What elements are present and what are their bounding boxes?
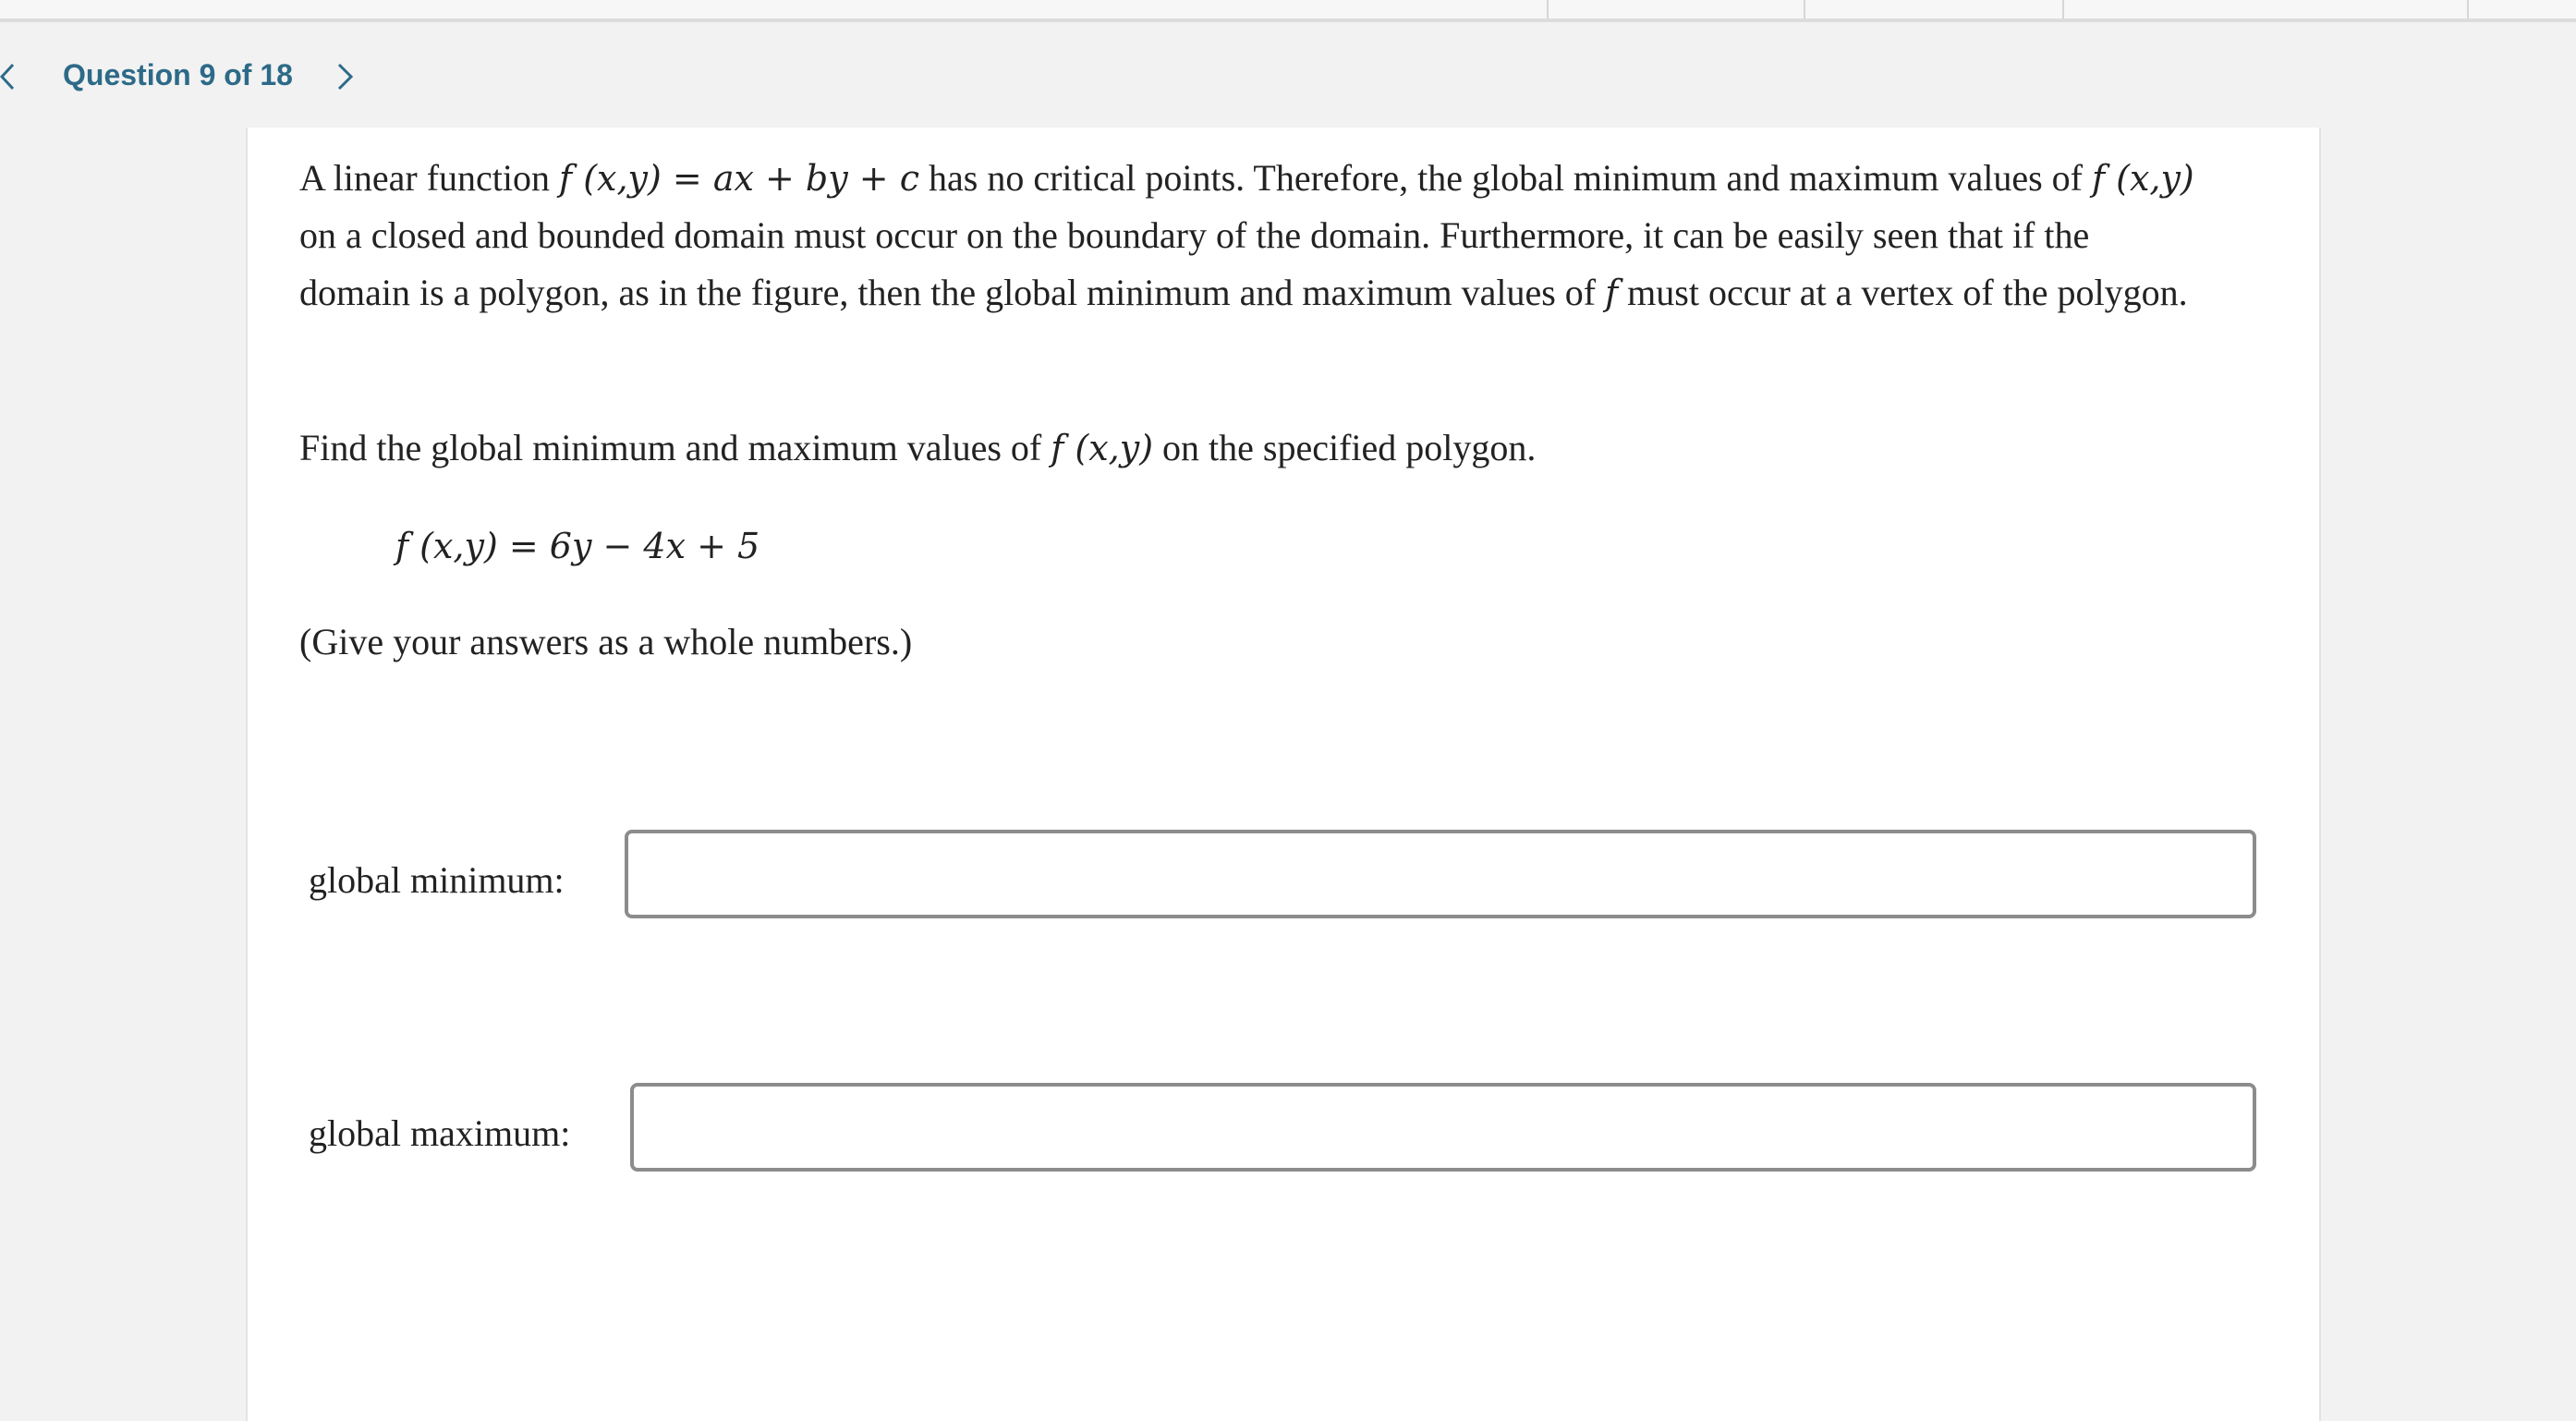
math-args: (x,y) bbox=[2105, 158, 2194, 199]
global-minimum-input[interactable] bbox=[625, 830, 2256, 918]
intro-text: must occur at a vertex of the polygon. bbox=[1618, 272, 2188, 313]
tab-divider bbox=[2062, 0, 2064, 18]
global-maximum-label: global maximum: bbox=[309, 1112, 571, 1154]
global-maximum-input[interactable] bbox=[630, 1083, 2256, 1172]
task-text: Find the global minimum and maximum values of bbox=[299, 427, 1051, 468]
function-definition bbox=[395, 517, 759, 575]
math-f: f bbox=[2091, 158, 2106, 199]
intro-text: A linear function bbox=[299, 157, 560, 199]
intro-text: has no critical points. Therefore, the global minimum and maximum values of bbox=[919, 157, 2092, 199]
question-intro bbox=[299, 150, 2332, 322]
answer-instruction: (Give your answers as a whole numbers.) bbox=[299, 621, 913, 662]
chevron-right-icon bbox=[329, 55, 362, 98]
tab-divider bbox=[1804, 0, 1805, 18]
math-f: f bbox=[1605, 273, 1619, 313]
question-task bbox=[299, 419, 1536, 477]
math-f: f bbox=[1051, 428, 1064, 468]
tab-divider bbox=[1547, 0, 1549, 18]
previous-question-button[interactable] bbox=[0, 55, 24, 98]
global-minimum-label: global minimum: bbox=[309, 859, 565, 901]
intro-line-1 bbox=[299, 150, 2332, 207]
intro-line-3 bbox=[299, 264, 2332, 322]
task-text: on the specified polygon. bbox=[1153, 427, 1537, 468]
question-card bbox=[246, 128, 2321, 1421]
tab-divider bbox=[2467, 0, 2469, 18]
question-counter: Question 9 of 18 bbox=[63, 58, 293, 91]
intro-line-2: on a closed and bounded domain must occur on the boundary of the domain. Furthermore, it can be easily seen that if the bbox=[299, 214, 2090, 256]
intro-text: domain is a polygon, as in the figure, then the global minimum and maximum values of bbox=[299, 272, 1606, 313]
next-question-button[interactable] bbox=[329, 55, 362, 98]
top-toolbar-strip bbox=[0, 0, 2576, 22]
math-linear-function: (x,y) = ax + by + c bbox=[572, 158, 919, 199]
math-f: f bbox=[559, 158, 573, 199]
math-function-rhs: (x,y) = 6y − 4x + 5 bbox=[408, 526, 760, 566]
math-args: (x,y) bbox=[1063, 428, 1154, 468]
chevron-left-icon bbox=[0, 55, 24, 98]
math-f: f bbox=[395, 526, 409, 566]
